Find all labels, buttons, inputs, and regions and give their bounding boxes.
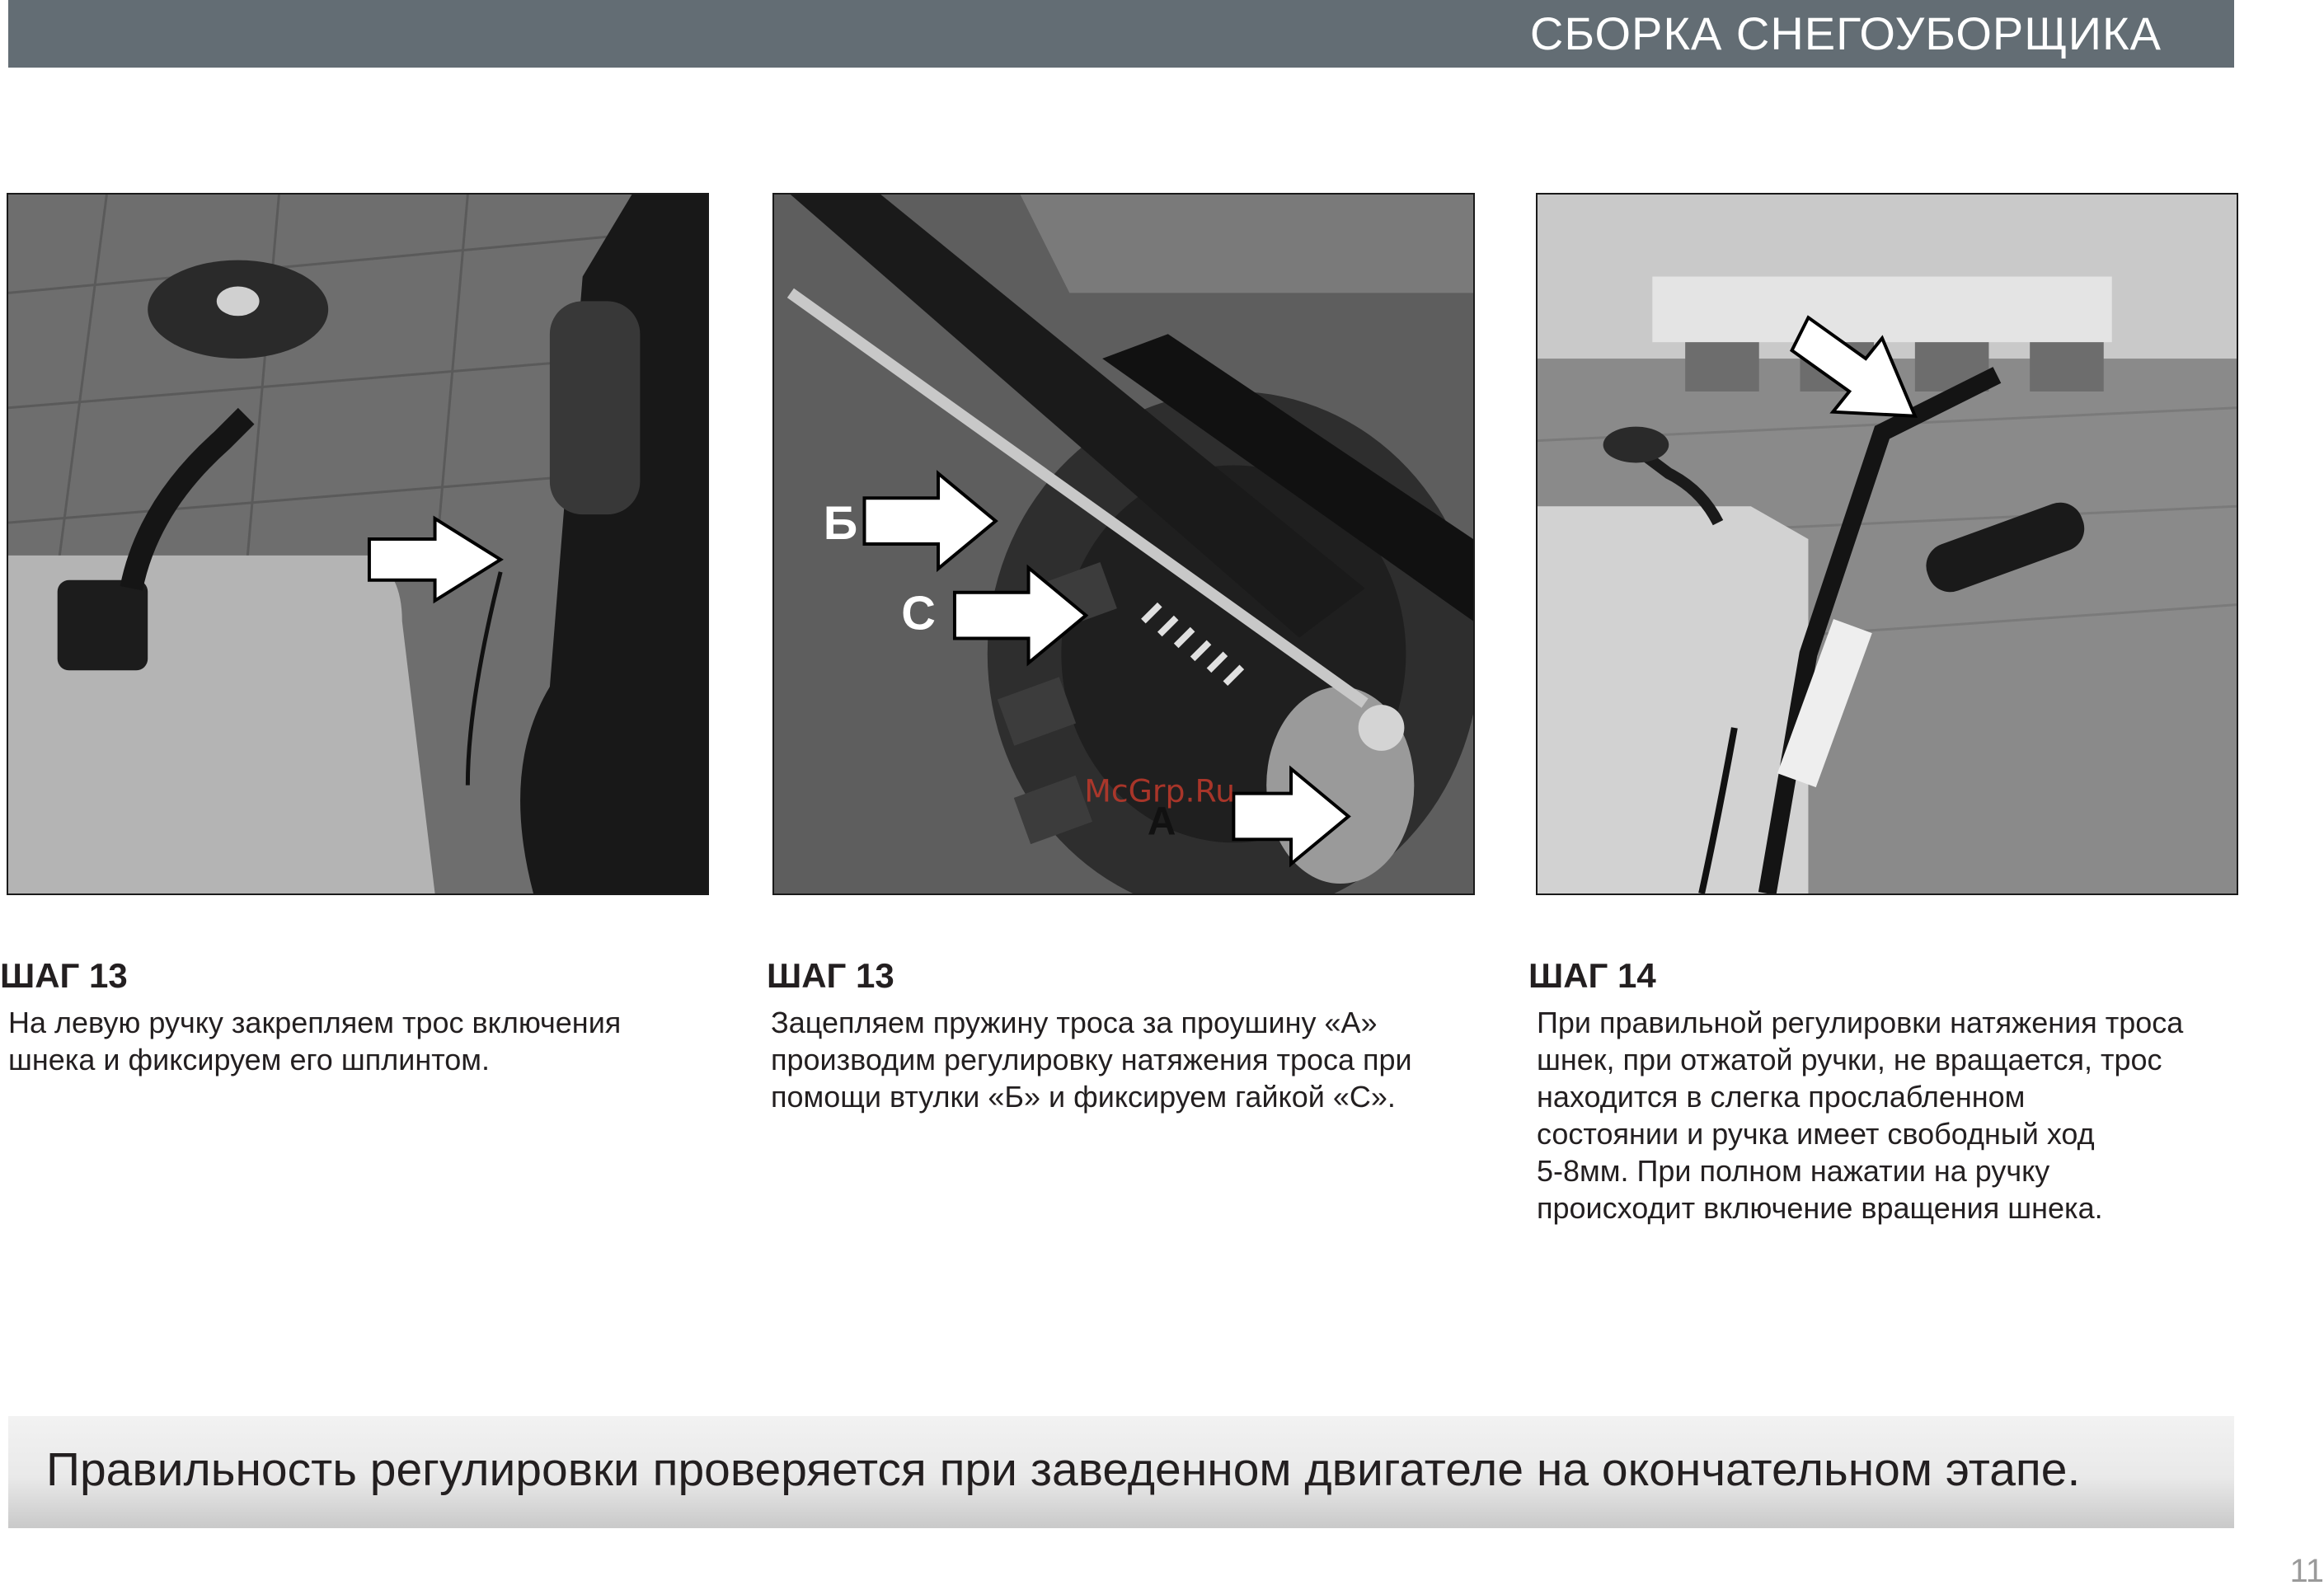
section-header-bar xyxy=(8,0,2234,68)
left-handle-cable-photo-icon xyxy=(8,195,707,893)
section-title: СБОРКА СНЕГОУБОРЩИКА xyxy=(1529,7,2162,59)
step-13-left-title: ШАГ 13 xyxy=(0,956,128,995)
handle-free-play-photo-icon xyxy=(1538,195,2237,893)
footer-note-text: Правильность регулировки проверяется при заведенном двигателе на окончательном этапе. xyxy=(46,1443,2081,1496)
footer-note-bar xyxy=(8,1416,2234,1528)
page-number: 11 xyxy=(2289,1553,2324,1589)
step-13-left-photo xyxy=(7,193,709,895)
spring-adjustment-photo-icon xyxy=(774,195,1473,893)
step-13-middle-title: ШАГ 13 xyxy=(767,956,894,995)
step-13-middle-text: Зацепляем пружину троса за проушину «А» производим регулировку натяжения троса при помощи втулки «Б» и фиксируем гайкой «С». xyxy=(771,1006,1412,1114)
label-c: С xyxy=(901,587,936,640)
label-a: А xyxy=(1147,800,1176,844)
label-b: Б xyxy=(823,497,858,551)
step-13-middle-photo xyxy=(772,193,1475,895)
step-14-right-photo xyxy=(1536,193,2238,895)
step-14-text: При правильной регулировки натяжения троса шнек, при отжатой ручки, не вращается, трос находится в слегка прослабленном состоянии и ручка имеет свободный ход 5-8мм. При полном нажатии на ручку происходит включение вращения шнека. xyxy=(1537,1006,2184,1225)
step-14-title: ШАГ 14 xyxy=(1528,956,1656,995)
watermark-text: McGrp.Ru xyxy=(1084,772,1236,809)
step-13-left-text: На левую ручку закрепляем трос включения шнека и фиксируем его шплинтом. xyxy=(8,1006,622,1076)
